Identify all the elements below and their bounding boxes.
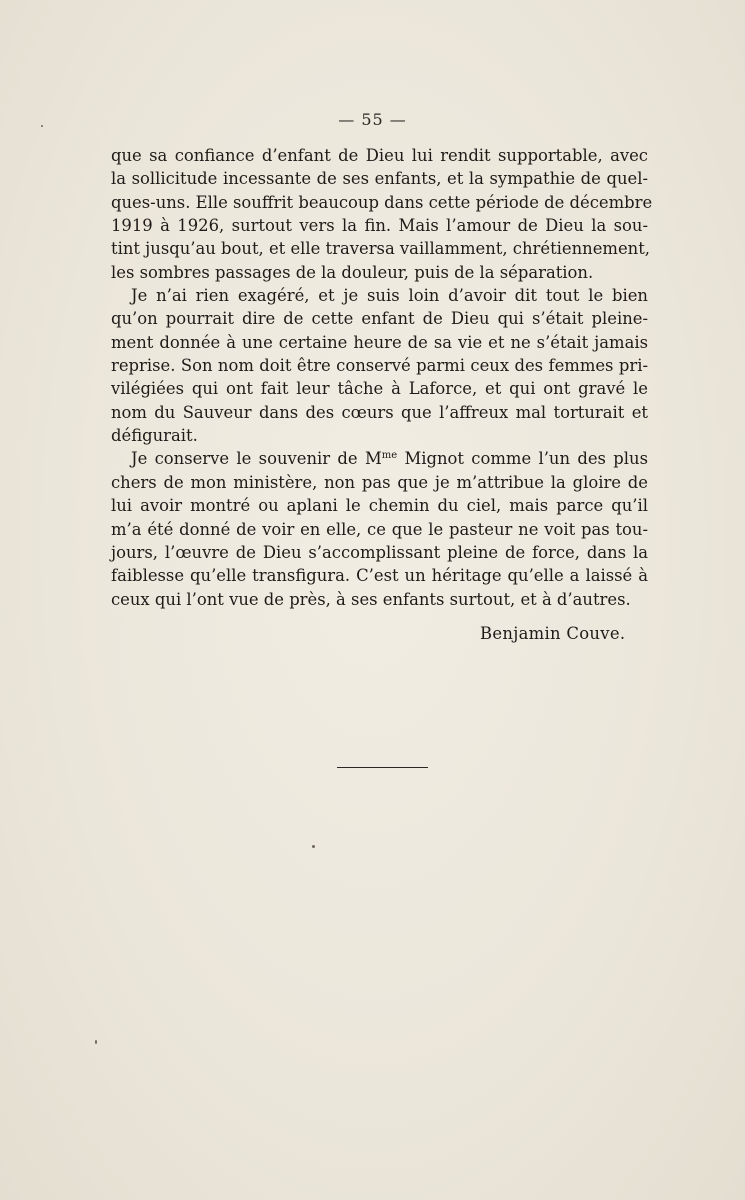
text-line: chers de mon ministère, non pas que je m’attribue la gloire de (111, 472, 648, 492)
text-line: que sa confiance d’enfant de Dieu lui rendit supportable, avec (111, 146, 648, 165)
text-line: la sollicitude incessante de ses enfants, et la sympathie de quel- (111, 169, 648, 189)
text-fragment: Mignot comme l’un des plus (397, 449, 648, 469)
paper-speck (95, 1040, 97, 1044)
paper-speck (41, 125, 43, 127)
text-line: qu’on pourrait dire de cette enfant de Dieu qui s’était pleine- (111, 309, 648, 329)
superscript: me (381, 450, 398, 462)
text-line: jours, l’œuvre de Dieu s’accomplissant pleine de force, dans la (111, 542, 648, 562)
text-line: nom du Sauveur dans des cœurs que l’affreux mal torturait et (111, 402, 648, 422)
text-line: reprise. Son nom doit être conservé parmi ceux des femmes pri- (111, 356, 648, 376)
text-line: défigurait. (111, 426, 198, 446)
signature: Benjamin Couve. (480, 624, 626, 643)
text-line: ceux qui l’ont vue de près, à ses enfants surtout, et à d’autres. (111, 589, 631, 609)
closing-rule (337, 767, 428, 768)
text-line: tint jusqu’au bout, et elle traversa vaillamment, chrétiennement, (111, 239, 651, 259)
text-line: faiblesse qu’elle transfigura. C’est un héritage qu’elle a laissé à (111, 566, 648, 586)
text-fragment: Je conserve le souvenir de M (131, 449, 382, 469)
text-line: les sombres passages de la douleur, puis de la séparation. (111, 262, 594, 282)
text-line: vilégiées qui ont fait leur tâche à Laforce, et qui ont gravé le (111, 379, 648, 399)
body-text (111, 144, 653, 611)
text-line: m’a été donné de voir en elle, ce que le pasteur ne voit pas tou- (111, 519, 648, 539)
paper-speck (312, 845, 315, 848)
text-line: 1919 à 1926, surtout vers la fin. Mais l’amour de Dieu la sou- (111, 216, 648, 236)
text-line (111, 447, 648, 470)
text-line: lui avoir montré ou aplani le chemin du ciel, mais parce qu’il (111, 496, 648, 516)
page-number: — 55 — (338, 110, 407, 129)
text-line: ques-uns. Elle souffrit beaucoup dans cette période de décembre (111, 192, 653, 212)
text-line: Je n’ai rien exagéré, et je suis loin d’avoir dit tout le bien (131, 286, 648, 306)
text-line: ment donnée à une certaine heure de sa vie et ne s’était jamais (111, 332, 648, 352)
